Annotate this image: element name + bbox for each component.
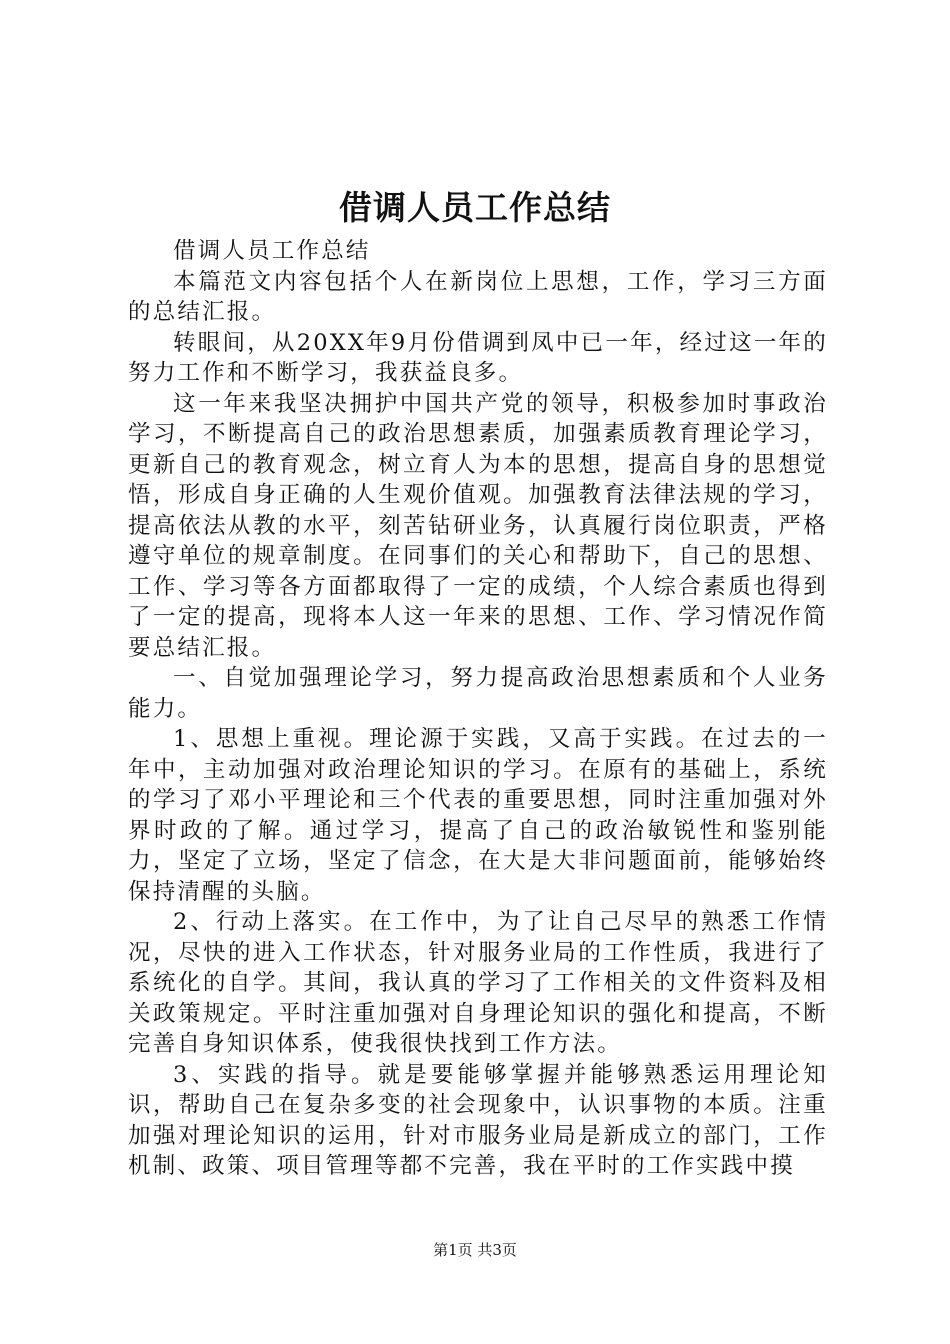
paragraph-intro: 本篇范文内容包括个人在新岗位上思想，工作，学习三方面的总结汇报。 xyxy=(128,268,828,325)
paragraph-item-one: 1、思想上重视。理论源于实践，又高于实践。在过去的一年中，主动加强对政治理论知识的学习。在原有的基础上，系统的学习了邓小平理论和三个代表的重要思想，同时注重加强对外界时政的了解。通过学习，提高了自己的政治敏锐性和鉴别能力，坚定了立场，坚定了信念，在大是大非问题面前，能够始终保持清醒的头脑。 xyxy=(128,726,828,905)
paragraph-time: 转眼间，从20XX年9月份借调到凤中已一年，经过这一年的努力工作和不断学习，我获益良多。 xyxy=(128,329,828,386)
paragraph-section-one: 一、自觉加强理论学习，努力提高政治思想素质和个人业务能力。 xyxy=(128,665,828,722)
paragraph-overview: 这一年来我坚决拥护中国共产党的领导，积极参加时事政治学习，不断提高自己的政治思想素质，加强素质教育理论学习，更新自己的教育观念，树立育人为本的思想，提高自身的思想觉悟，形成自身正确的人生观价值观。加强教育法律法规的学习，提高依法从教的水平，刻苦钻研业务，认真履行岗位职责，严格遵守单位的规章制度。在同事们的关心和帮助下，自己的思想、工作、学习等各方面都取得了一定的成绩，个人综合素质也得到了一定的提高，现将本人这一年来的思想、工作、学习情况作简要总结汇报。 xyxy=(128,390,828,661)
page-footer: 第1页 共3页 xyxy=(433,1241,517,1259)
paragraph-item-three: 3、实践的指导。就是要能够掌握并能够熟悉运用理论知识，帮助自己在复杂多变的社会现象中，认识事物的本质。注重加强对理论知识的运用，针对市服务业局是新成立的部门，工作机制、政策、项目管理等都不完善，我在平时的工作实践中摸 xyxy=(128,1061,828,1179)
document-title: 借调人员工作总结 xyxy=(339,188,611,227)
document-body xyxy=(128,236,828,1182)
paragraph-heading: 借调人员工作总结 xyxy=(173,238,371,264)
paragraph-item-two: 2、行动上落实。在工作中，为了让自己尽早的熟悉工作情况，尽快的进入工作状态，针对服务业局的工作性质，我进行了系统化的自学。其间，我认真的学习了工作相关的文件资料及相关政策规定。平时注重加强对自身理论知识的强化和提高，不断完善自身知识体系，使我很快找到工作方法。 xyxy=(128,909,828,1057)
